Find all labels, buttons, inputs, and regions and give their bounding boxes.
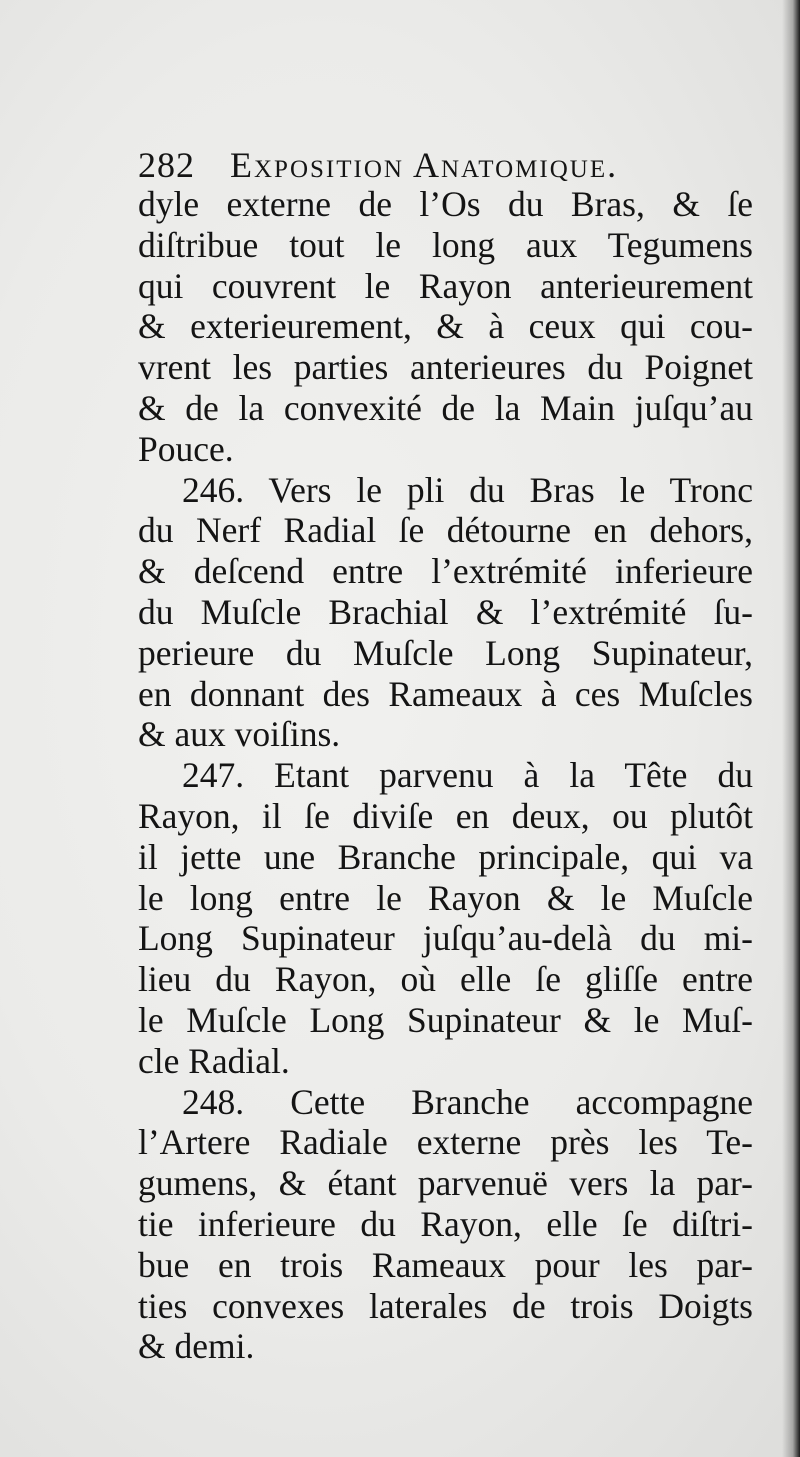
- running-title: Exposition Anatomique.: [230, 145, 619, 185]
- body-text: [138, 184, 753, 1367]
- text-line: il jette une Branche principale, qui va: [138, 836, 753, 877]
- text-line: Rayon, il ſe diviſe en deux, ou plutôt: [138, 795, 753, 836]
- text-line: & exterieurement, & à ceux qui cou-: [138, 306, 753, 347]
- text-line: Long Supinateur juſqu’au-delà du mi-: [138, 918, 753, 959]
- text-line: dyle externe de l’Os du Bras, & ſe: [138, 184, 753, 224]
- text-line: le long entre le Rayon & le Muſcle: [138, 877, 753, 918]
- page-edge-shadow: [782, 0, 800, 1457]
- paragraph-246-start: 246. Vers le pli du Bras le Tronc: [182, 469, 753, 510]
- page-number: 282: [138, 145, 195, 185]
- text-line: lieu du Rayon, où elle ſe gliſſe entre: [138, 959, 753, 1000]
- text-line: l’Artere Radiale externe près les Te-: [138, 1122, 753, 1163]
- text-line: & deſcend entre l’extrémité inferieure: [138, 551, 753, 592]
- text-line: ties convexes laterales de trois Doigts: [138, 1285, 753, 1326]
- text-line: vrent les parties anterieures du Poignet: [138, 347, 753, 388]
- text-line: le Muſcle Long Supinateur & le Muſ-: [138, 999, 753, 1040]
- text-line: Pouce.: [138, 428, 234, 469]
- text-line: & aux voiſins.: [138, 714, 341, 755]
- text-line: qui couvrent le Rayon anterieurement: [138, 265, 753, 306]
- text-line: gumens, & étant parvenuë vers la par-: [138, 1163, 753, 1204]
- text-line: en donnant des Rameaux à ces Muſcles: [138, 673, 753, 714]
- page-header: [138, 140, 778, 190]
- text-line: tie inferieure du Rayon, elle ſe diſtri-: [138, 1203, 753, 1244]
- paragraph-248-start: 248. Cette Branche accompagne: [182, 1081, 753, 1122]
- text-line: & demi.: [138, 1326, 255, 1367]
- text-line: du Muſcle Brachial & l’extrémité ſu-: [138, 591, 753, 632]
- text-line: bue en trois Rameaux pour les par-: [138, 1244, 753, 1285]
- text-line: perieure du Muſcle Long Supinateur,: [138, 632, 753, 673]
- text-line: du Nerf Radial ſe détourne en dehors,: [138, 510, 753, 551]
- text-line: cle Radial.: [138, 1040, 290, 1081]
- text-line: & de la convexité de la Main juſqu’au: [138, 387, 753, 428]
- paragraph-247-start: 247. Etant parvenu à la Tête du: [182, 755, 753, 796]
- text-line: diſtribue tout le long aux Tegumens: [138, 224, 753, 265]
